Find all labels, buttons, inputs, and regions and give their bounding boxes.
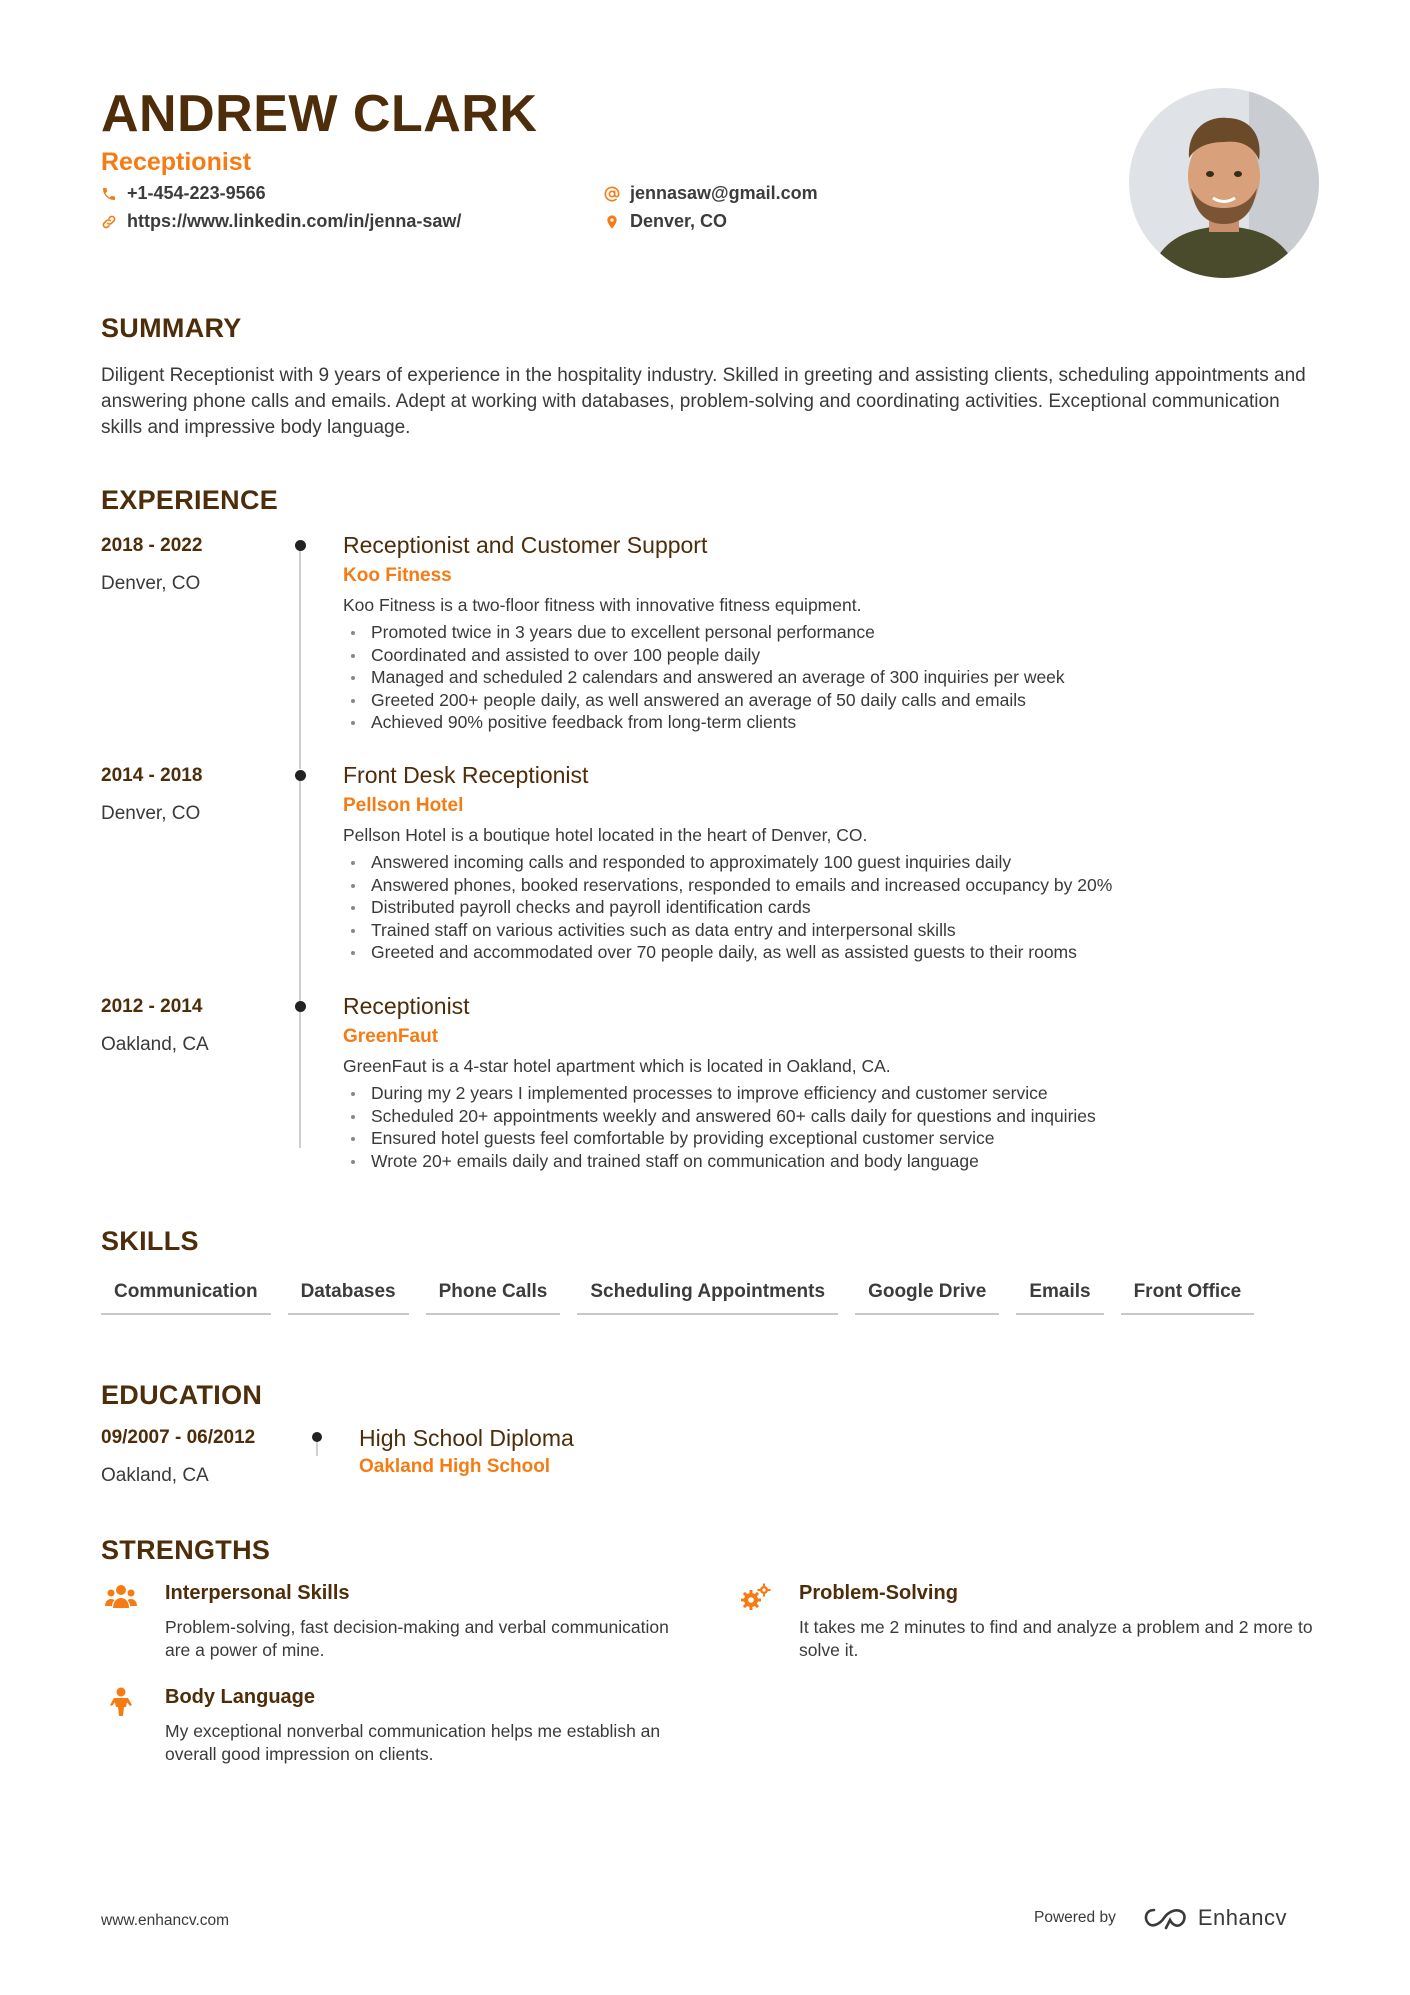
experience-dates: 2018 - 2022 bbox=[101, 535, 203, 556]
timeline-line bbox=[316, 1442, 318, 1456]
list-item: Managed and scheduled 2 calendars and answered an average of 300 inquiries per week bbox=[343, 666, 1065, 689]
achievement-list bbox=[343, 621, 1065, 734]
list-item: Promoted twice in 3 years due to excellent personal performance bbox=[343, 621, 1065, 644]
company-name: GreenFaut bbox=[343, 1026, 439, 1047]
enhancv-logo-icon bbox=[1142, 1906, 1188, 1930]
education-location: Oakland, CA bbox=[101, 1465, 209, 1486]
summary-heading: SUMMARY bbox=[101, 313, 242, 343]
at-icon bbox=[604, 186, 620, 202]
timeline-line bbox=[299, 781, 301, 1001]
list-item: Distributed payroll checks and payroll identification cards bbox=[343, 896, 1112, 919]
experience-location: Oakland, CA bbox=[101, 1034, 209, 1055]
company-description: Koo Fitness is a two-floor fitness with innovative fitness equipment. bbox=[343, 595, 862, 615]
linkedin-text: https://www.linkedin.com/in/jenna-saw/ bbox=[127, 211, 462, 231]
list-item: During my 2 years I implemented processes to improve efficiency and customer service bbox=[343, 1082, 1096, 1105]
strength-title: Problem-Solving bbox=[799, 1582, 958, 1604]
location-text: Denver, CO bbox=[630, 211, 728, 231]
timeline-line bbox=[299, 551, 301, 769]
list-item: Trained staff on various activities such as data entry and interpersonal skills bbox=[343, 919, 1112, 942]
education-dates: 09/2007 - 06/2012 bbox=[101, 1427, 256, 1448]
brand-logo[interactable] bbox=[1142, 1905, 1287, 1931]
strength-text: My exceptional nonverbal communication helps me establish an overall good impression on clients. bbox=[165, 1721, 661, 1764]
footer-branding bbox=[1034, 1905, 1287, 1931]
candidate-name: ANDREW CLARK bbox=[101, 85, 538, 143]
skills-heading: SKILLS bbox=[101, 1226, 199, 1256]
job-title: Receptionist and Customer Support bbox=[343, 532, 708, 558]
company-description: GreenFaut is a 4-star hotel apartment which is located in Oakland, CA. bbox=[343, 1056, 891, 1076]
timeline-dot bbox=[295, 770, 306, 781]
skill-tag: Databases bbox=[288, 1277, 409, 1315]
list-item: Answered incoming calls and responded to approximately 100 guest inquiries daily bbox=[343, 851, 1112, 874]
powered-by-label: Powered by bbox=[1034, 1909, 1116, 1926]
candidate-role: Receptionist bbox=[101, 148, 252, 176]
strength-title: Body Language bbox=[165, 1686, 316, 1708]
company-name: Koo Fitness bbox=[343, 565, 452, 586]
list-item: Greeted 200+ people daily, as well answered an average of 50 daily calls and emails bbox=[343, 689, 1065, 712]
list-item: Greeted and accommodated over 70 people daily, as well as assisted guests to their rooms bbox=[343, 941, 1112, 964]
timeline-dot bbox=[295, 540, 306, 551]
school-name: Oakland High School bbox=[359, 1456, 551, 1477]
phone-contact[interactable] bbox=[101, 183, 266, 204]
list-item: Answered phones, booked reservations, responded to emails and increased occupancy by 20% bbox=[343, 874, 1112, 897]
phone-text: +1-454-223-9566 bbox=[127, 183, 266, 203]
email-contact[interactable] bbox=[604, 183, 818, 204]
timeline-dot bbox=[312, 1432, 322, 1442]
link-icon bbox=[101, 214, 117, 230]
skill-tag: Google Drive bbox=[855, 1277, 999, 1315]
experience-dates: 2014 - 2018 bbox=[101, 765, 203, 786]
job-title: Receptionist bbox=[343, 993, 470, 1019]
achievement-list bbox=[343, 851, 1112, 964]
experience-location: Denver, CO bbox=[101, 803, 201, 824]
company-name: Pellson Hotel bbox=[343, 795, 464, 816]
list-item: Coordinated and assisted to over 100 people daily bbox=[343, 644, 1065, 667]
skills-list bbox=[101, 1277, 1254, 1315]
skill-tag: Emails bbox=[1016, 1277, 1103, 1315]
gears-icon bbox=[739, 1582, 771, 1614]
skill-tag: Communication bbox=[101, 1277, 271, 1315]
list-item: Scheduled 20+ appointments weekly and answered 60+ calls daily for questions and inquiries bbox=[343, 1105, 1096, 1128]
person-icon bbox=[105, 1686, 137, 1718]
list-item: Ensured hotel guests feel comfortable by providing exceptional customer service bbox=[343, 1127, 1096, 1150]
location-pin-icon bbox=[604, 214, 620, 230]
strength-text: Problem-solving, fast decision-making and verbal communication are a power of mine. bbox=[165, 1617, 669, 1660]
linkedin-contact[interactable] bbox=[101, 211, 461, 232]
list-item: Wrote 20+ emails daily and trained staff on communication and body language bbox=[343, 1150, 1096, 1173]
brand-name: Enhancv bbox=[1197, 1905, 1287, 1930]
company-description: Pellson Hotel is a boutique hotel located in the heart of Denver, CO. bbox=[343, 825, 868, 845]
experience-dates: 2012 - 2014 bbox=[101, 996, 203, 1017]
experience-location: Denver, CO bbox=[101, 573, 201, 594]
skill-tag: Scheduling Appointments bbox=[577, 1277, 838, 1315]
job-title: Front Desk Receptionist bbox=[343, 762, 589, 788]
achievement-list bbox=[343, 1082, 1096, 1172]
strength-title: Interpersonal Skills bbox=[165, 1582, 350, 1604]
summary-text: Diligent Receptionist with 9 years of experience in the hospitality industry. Skilled in greeting and assisting clients, scheduling appointments and answering phone calls and emails. Adept at working with databases, problem-solving and coordinating activities. Exceptional communication skills and impressive body language. bbox=[101, 365, 1306, 438]
education-heading: EDUCATION bbox=[101, 1380, 263, 1410]
experience-heading: EXPERIENCE bbox=[101, 485, 279, 515]
list-item: Achieved 90% positive feedback from long-term clients bbox=[343, 711, 1065, 734]
strengths-heading: STRENGTHS bbox=[101, 1535, 271, 1565]
profile-photo bbox=[1129, 88, 1319, 278]
email-text: jennasaw@gmail.com bbox=[630, 183, 818, 203]
avatar bbox=[1129, 88, 1319, 278]
strength-text: It takes me 2 minutes to find and analyze a problem and 2 more to solve it. bbox=[799, 1617, 1313, 1660]
degree-title: High School Diploma bbox=[359, 1425, 574, 1451]
phone-icon bbox=[101, 186, 117, 202]
footer-website-link[interactable]: www.enhancv.com bbox=[101, 1912, 230, 1929]
group-icon bbox=[105, 1582, 137, 1614]
skill-tag: Phone Calls bbox=[426, 1277, 561, 1315]
skill-tag: Front Office bbox=[1121, 1277, 1255, 1315]
timeline-dot bbox=[295, 1001, 306, 1012]
timeline-line bbox=[299, 1012, 301, 1148]
location-contact bbox=[604, 211, 727, 232]
